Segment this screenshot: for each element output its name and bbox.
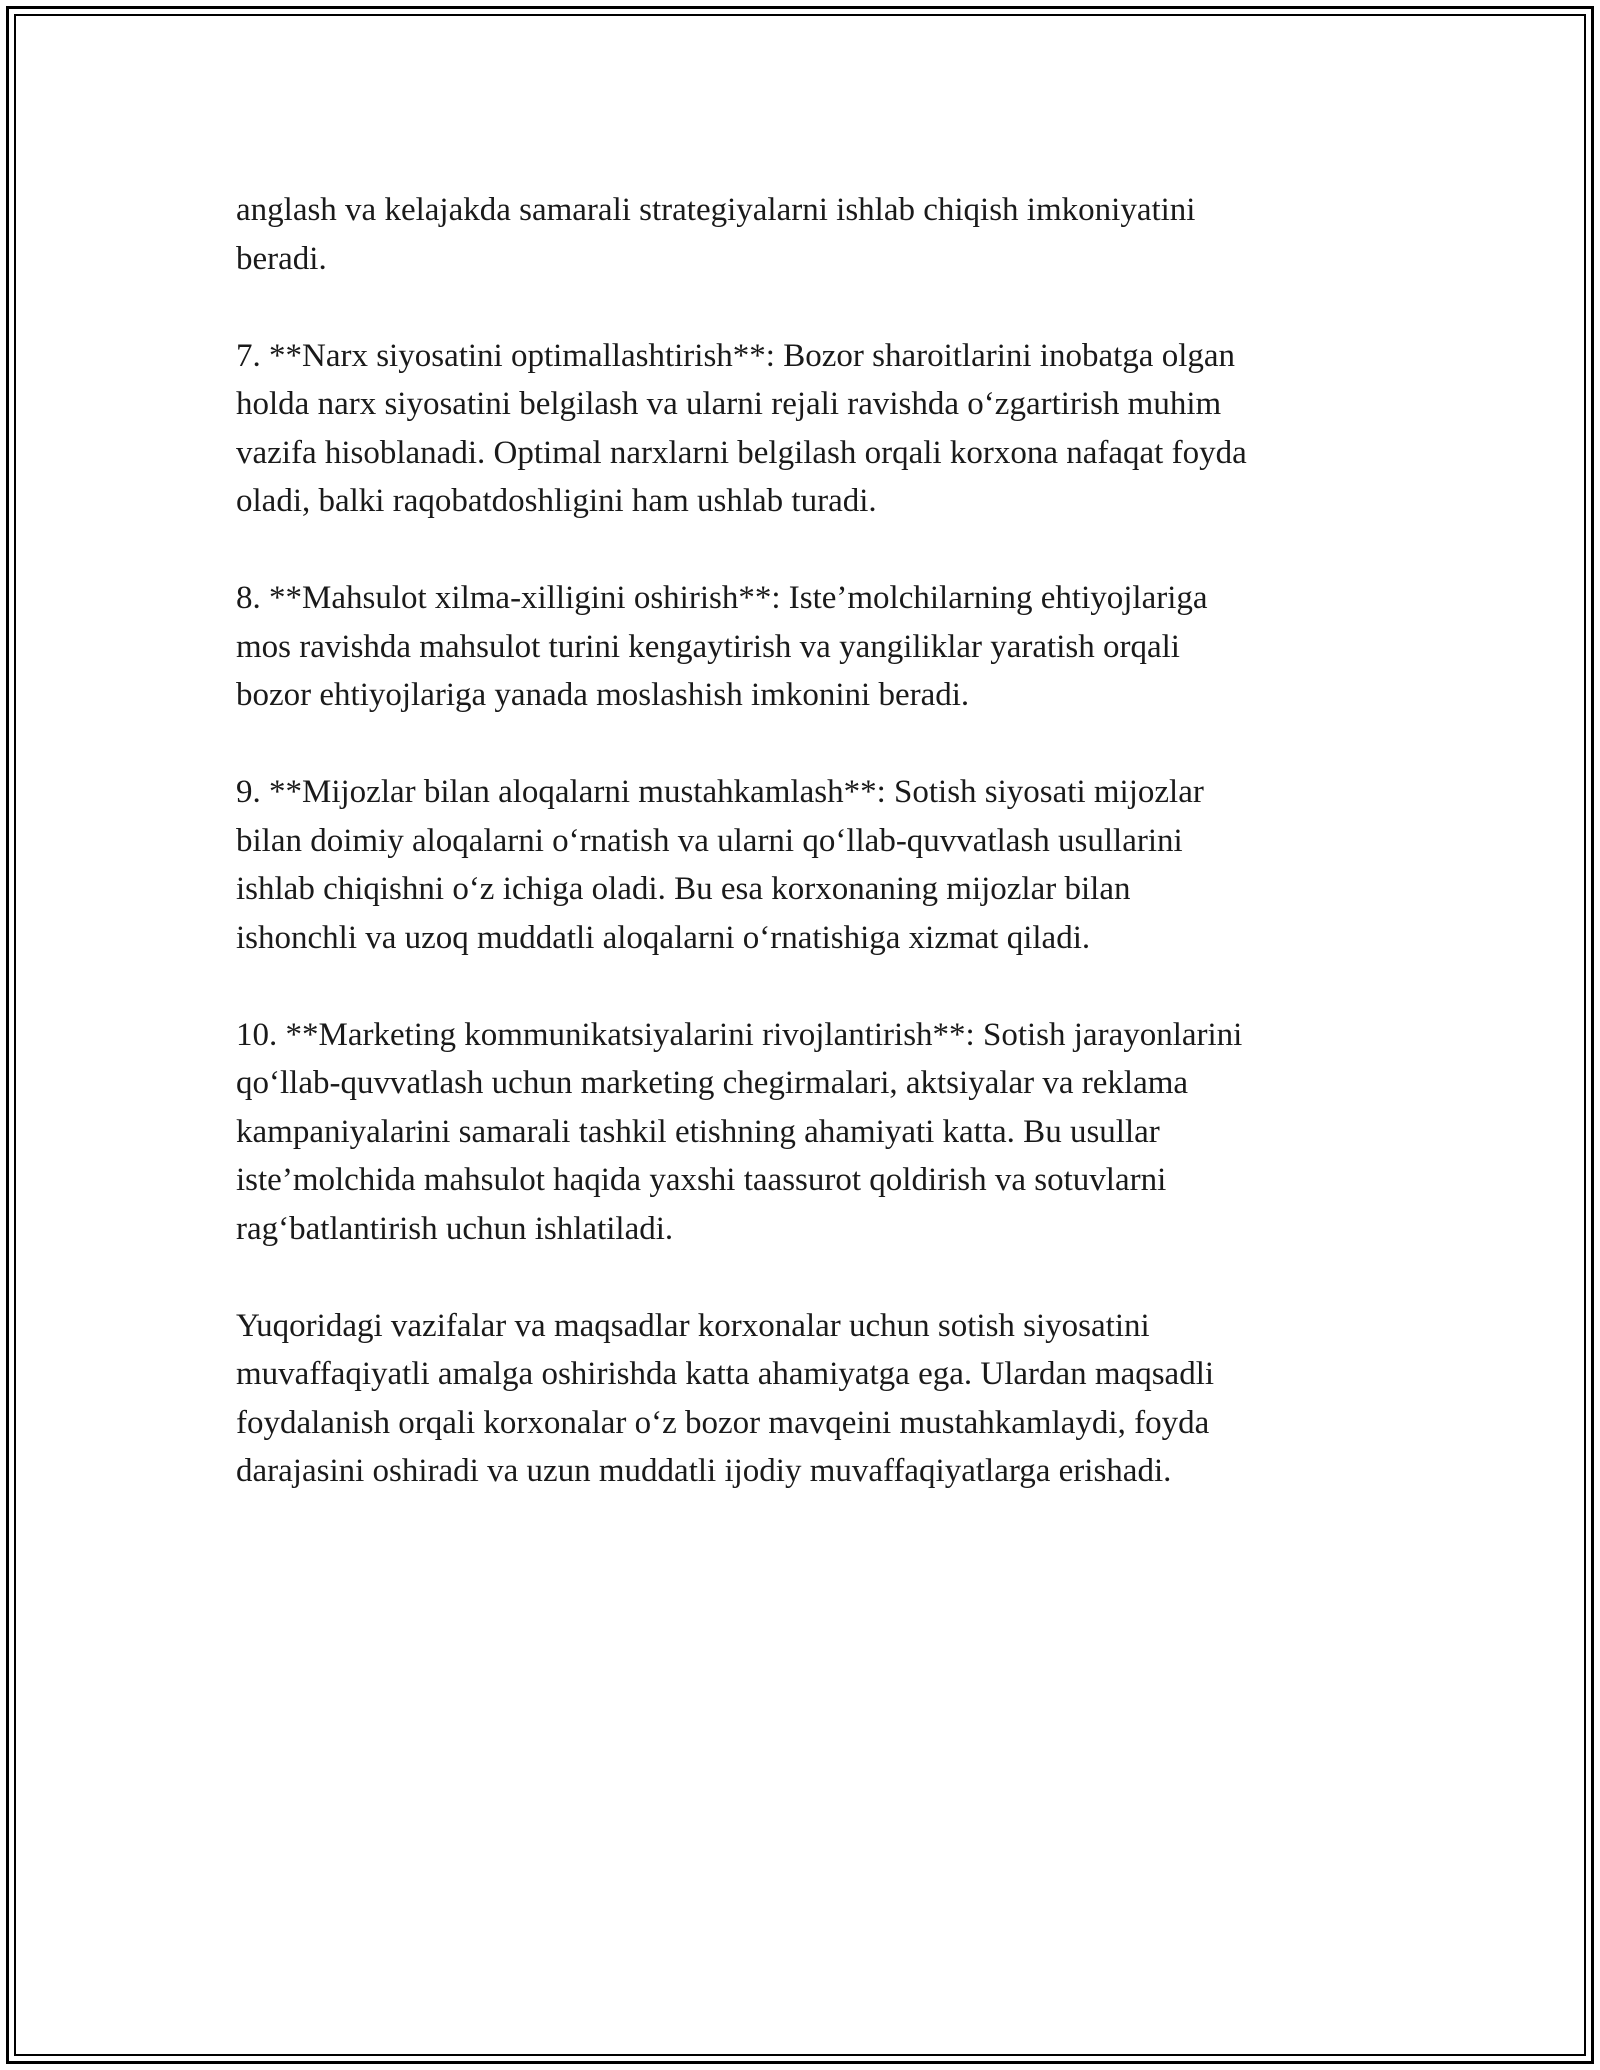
document-body — [236, 186, 1386, 1544]
paragraph-conclusion: Yuqoridagi vazifalar va maqsadlar korxonalar uchun sotish siyosatini muvaffaqiyatli amalga oshirishda katta ahamiyatga ega. Ulardan maqsadli foydalanish orqali korxonalar o‘z bozor mavqeini mustahkamlaydi, foyda darajasini oshiradi va uzun muddatli ijodiy muvaffaqiyatlarga erishadi. — [236, 1307, 1215, 1489]
paragraph-item-7: 7. **Narx siyosatini optimallashtirish**: Bozor sharoitlarini inobatga olgan holda narx siyosatini belgilash va ularni rejali ravishda o‘zgartirish muhim vazifa hisoblanadi. Optimal narxlarni belgilash orqali korxona nafaqat foyda oladi, balki raqobatdoshligini ham ushlab turadi. — [236, 337, 1247, 519]
paragraph-item-10: 10. **Marketing kommunikatsiyalarini rivojlantirish**: Sotish jarayonlarini qo‘llab-quvvatlash uchun marketing chegirmalari, aktsiyalar va reklama kampaniyalarini samarali tashkil etishning ahamiyati katta. Bu usullar iste’molchida mahsulot haqida yaxshi taassurot qoldirish va sotuvlarni rag‘batlantirish uchun ishlatiladi. — [236, 1016, 1243, 1247]
paragraph-intro-continuation: anglash va kelajakda samarali strategiyalarni ishlab chiqish imkoniyatini beradi. — [236, 192, 1196, 277]
paragraph-item-8: 8. **Mahsulot xilma-xilligini oshirish**: Iste’molchilarning ehtiyojlariga mos ravishda mahsulot turini kengaytirish va yangiliklar yaratish orqali bozor ehtiyojlariga yanada moslashish imkonini beradi. — [236, 580, 1208, 713]
paragraph-item-9: 9. **Mijozlar bilan aloqalarni mustahkamlash**: Sotish siyosati mijozlar bilan doimiy aloqalarni o‘rnatish va ularni qo‘llab-quvvatlash usullarini ishlab chiqishni o‘z ichiga oladi. Bu esa korxonaning mijozlar bilan ishonchli va uzoq muddatli aloqalarni o‘rnatishiga xizmat qiladi. — [236, 774, 1204, 956]
